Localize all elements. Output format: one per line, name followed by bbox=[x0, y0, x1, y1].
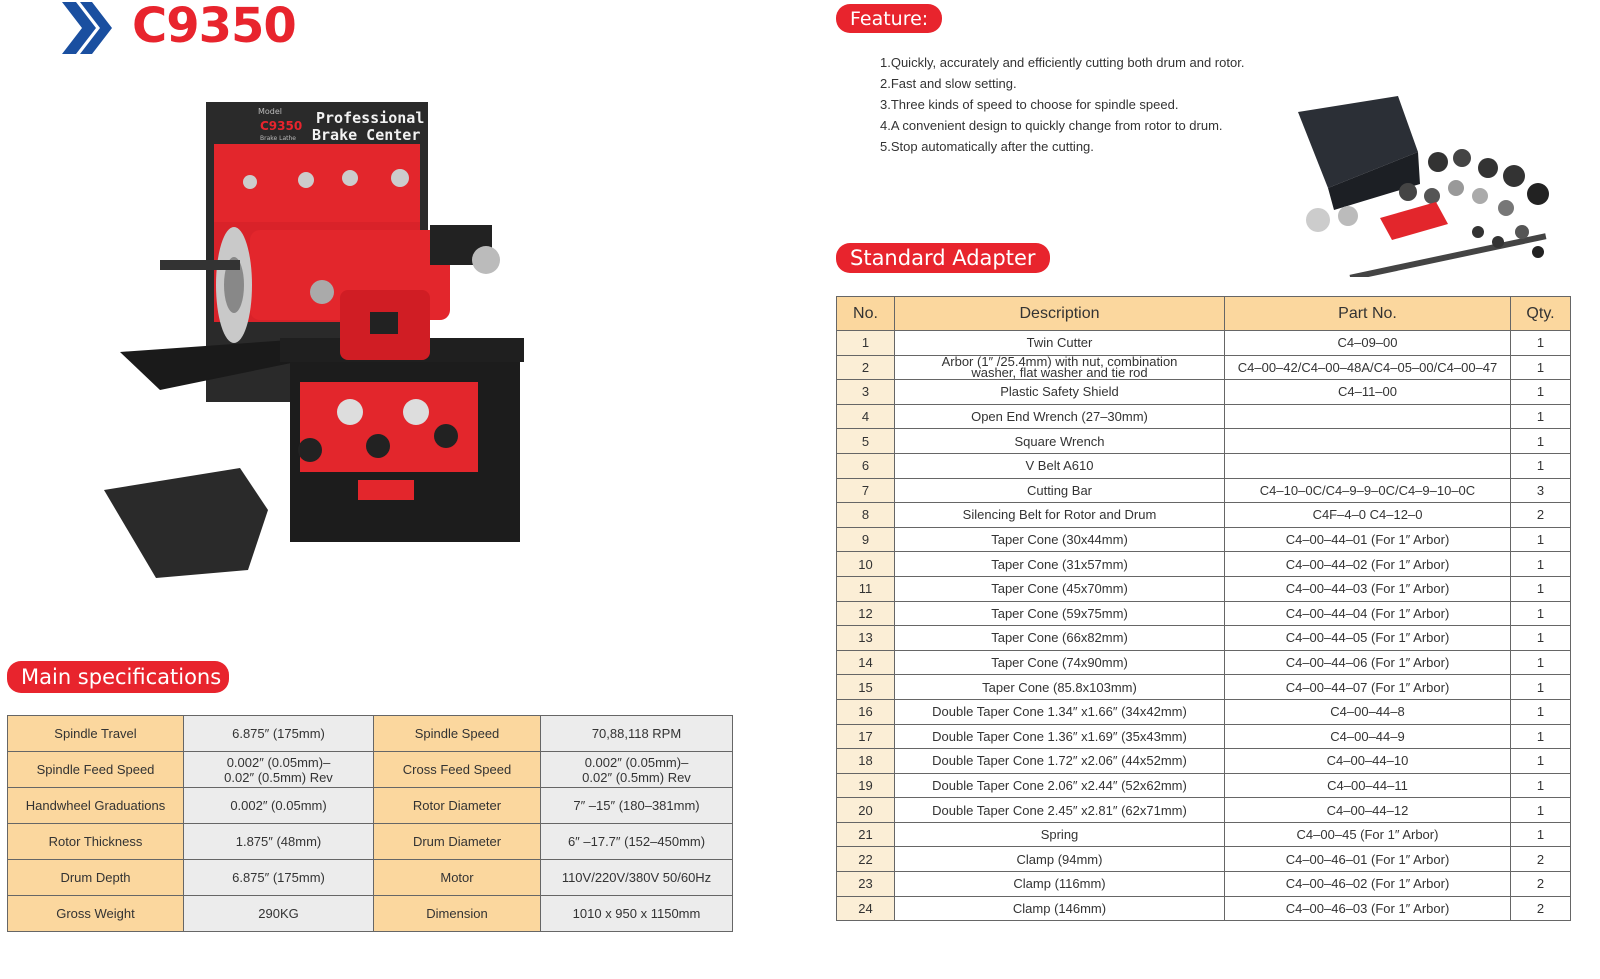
panel-small-1: Model bbox=[258, 107, 283, 116]
col-no-header: No. bbox=[837, 297, 895, 331]
row-part-no: C4–00–44–12 bbox=[1225, 798, 1511, 823]
row-part-no: C4–11–00 bbox=[1225, 380, 1511, 405]
table-row bbox=[837, 601, 1571, 626]
table-header-row bbox=[837, 297, 1571, 331]
row-qty: 1 bbox=[1511, 453, 1571, 478]
row-no: 24 bbox=[837, 896, 895, 921]
spec-label: Cross Feed Speed bbox=[374, 752, 541, 788]
table-row bbox=[837, 552, 1571, 577]
spec-label: Drum Depth bbox=[8, 860, 184, 896]
row-qty: 1 bbox=[1511, 331, 1571, 356]
row-description: Double Taper Cone 1.36″ x1.69″ (35x43mm) bbox=[895, 724, 1225, 749]
row-no: 14 bbox=[837, 650, 895, 675]
spec-value: 0.002″ (0.05mm)– 0.02″ (0.5mm) Rev bbox=[184, 752, 374, 788]
feature-item: 1.Quickly, accurately and efficiently cutting both drum and rotor. bbox=[880, 55, 1245, 70]
spec-value: 0.002″ (0.05mm) bbox=[184, 788, 374, 824]
table-row bbox=[837, 478, 1571, 503]
row-qty: 2 bbox=[1511, 503, 1571, 528]
row-description: Clamp (94mm) bbox=[895, 847, 1225, 872]
row-description: Taper Cone (85.8x103mm) bbox=[895, 675, 1225, 700]
model-title: C9350 bbox=[132, 0, 296, 54]
row-qty: 1 bbox=[1511, 576, 1571, 601]
row-description: Plastic Safety Shield bbox=[895, 380, 1225, 405]
spec-value: 290KG bbox=[184, 896, 374, 932]
table-row bbox=[837, 872, 1571, 897]
row-qty: 1 bbox=[1511, 626, 1571, 651]
spec-label: Handwheel Graduations bbox=[8, 788, 184, 824]
spec-label: Spindle Travel bbox=[8, 716, 184, 752]
spec-label: Spindle Feed Speed bbox=[8, 752, 184, 788]
row-no: 8 bbox=[837, 503, 895, 528]
table-row bbox=[837, 847, 1571, 872]
row-part-no: C4–10–0C/C4–9–9–0C/C4–9–10–0C bbox=[1225, 478, 1511, 503]
panel-title-line1: Professional bbox=[316, 109, 425, 127]
table-row bbox=[837, 626, 1571, 651]
table-row bbox=[837, 699, 1571, 724]
row-part-no: C4–00–46–02 (For 1″ Arbor) bbox=[1225, 872, 1511, 897]
row-part-no: C4–00–45 (For 1″ Arbor) bbox=[1225, 822, 1511, 847]
feature-heading: Feature: bbox=[836, 4, 942, 33]
row-no: 21 bbox=[837, 822, 895, 847]
spec-value: 70,88,118 RPM bbox=[541, 716, 733, 752]
row-no: 15 bbox=[837, 675, 895, 700]
row-qty: 1 bbox=[1511, 404, 1571, 429]
table-row bbox=[837, 576, 1571, 601]
row-part-no: C4–00–44–05 (For 1″ Arbor) bbox=[1225, 626, 1511, 651]
row-part-no: C4–09–00 bbox=[1225, 331, 1511, 356]
spec-value: 1.875″ (48mm) bbox=[184, 824, 374, 860]
spec-label: Rotor Thickness bbox=[8, 824, 184, 860]
table-row bbox=[837, 355, 1571, 380]
table-row bbox=[837, 773, 1571, 798]
row-qty: 1 bbox=[1511, 650, 1571, 675]
row-description: Spring bbox=[895, 822, 1225, 847]
row-part-no: C4–00–44–10 bbox=[1225, 749, 1511, 774]
row-qty: 1 bbox=[1511, 552, 1571, 577]
feature-item: 3.Three kinds of speed to choose for spindle speed. bbox=[880, 97, 1179, 112]
row-qty: 2 bbox=[1511, 872, 1571, 897]
row-no: 7 bbox=[837, 478, 895, 503]
row-qty: 1 bbox=[1511, 798, 1571, 823]
row-description: V Belt A610 bbox=[895, 453, 1225, 478]
table-row bbox=[837, 404, 1571, 429]
table-row bbox=[837, 896, 1571, 921]
table-row bbox=[837, 650, 1571, 675]
col-qty-header: Qty. bbox=[1511, 297, 1571, 331]
row-qty: 2 bbox=[1511, 896, 1571, 921]
table-row bbox=[837, 331, 1571, 356]
row-no: 20 bbox=[837, 798, 895, 823]
row-description: Double Taper Cone 2.06″ x2.44″ (52x62mm) bbox=[895, 773, 1225, 798]
col-part-no-header: Part No. bbox=[1225, 297, 1511, 331]
row-description: Double Taper Cone 1.34″ x1.66″ (34x42mm) bbox=[895, 699, 1225, 724]
row-no: 4 bbox=[837, 404, 895, 429]
spec-value: 1010 x 950 x 1150mm bbox=[541, 896, 733, 932]
feature-item: 5.Stop automatically after the cutting. bbox=[880, 139, 1094, 154]
row-qty: 1 bbox=[1511, 822, 1571, 847]
spec-row bbox=[8, 788, 733, 824]
panel-small-3: Brake Lathe bbox=[260, 135, 296, 142]
table-row bbox=[837, 380, 1571, 405]
feature-list bbox=[880, 52, 1244, 157]
spec-row bbox=[8, 716, 733, 752]
row-no: 17 bbox=[837, 724, 895, 749]
row-no: 5 bbox=[837, 429, 895, 454]
row-description: Taper Cone (31x57mm) bbox=[895, 552, 1225, 577]
main-specifications-heading: Main specifications bbox=[7, 661, 229, 693]
adapter-kit-image bbox=[1288, 92, 1568, 277]
spec-row bbox=[8, 824, 733, 860]
feature-item: 4.A convenient design to quickly change from rotor to drum. bbox=[880, 118, 1223, 133]
standard-adapter-heading: Standard Adapter bbox=[836, 243, 1050, 273]
row-description: Taper Cone (66x82mm) bbox=[895, 626, 1225, 651]
feature-item: 2.Fast and slow setting. bbox=[880, 76, 1017, 91]
spec-label: Motor bbox=[374, 860, 541, 896]
row-no: 10 bbox=[837, 552, 895, 577]
row-part-no: C4–00–44–01 (For 1″ Arbor) bbox=[1225, 527, 1511, 552]
row-part-no: C4–00–44–8 bbox=[1225, 699, 1511, 724]
table-row bbox=[837, 724, 1571, 749]
row-no: 12 bbox=[837, 601, 895, 626]
table-row bbox=[837, 453, 1571, 478]
row-description: Taper Cone (59x75mm) bbox=[895, 601, 1225, 626]
row-qty: 1 bbox=[1511, 749, 1571, 774]
row-part-no: C4–00–44–11 bbox=[1225, 773, 1511, 798]
row-no: 18 bbox=[837, 749, 895, 774]
row-qty: 1 bbox=[1511, 527, 1571, 552]
spec-row bbox=[8, 896, 733, 932]
spec-value: 6.875″ (175mm) bbox=[184, 716, 374, 752]
row-part-no: C4–00–44–04 (For 1″ Arbor) bbox=[1225, 601, 1511, 626]
row-description: Taper Cone (74x90mm) bbox=[895, 650, 1225, 675]
row-part-no bbox=[1225, 404, 1511, 429]
row-no: 13 bbox=[837, 626, 895, 651]
row-part-no: C4–00–44–06 (For 1″ Arbor) bbox=[1225, 650, 1511, 675]
row-no: 3 bbox=[837, 380, 895, 405]
row-description: Double Taper Cone 1.72″ x2.06″ (44x52mm) bbox=[895, 749, 1225, 774]
row-part-no: C4–00–44–02 (For 1″ Arbor) bbox=[1225, 552, 1511, 577]
row-qty: 1 bbox=[1511, 355, 1571, 380]
spec-row bbox=[8, 752, 733, 788]
table-row bbox=[837, 798, 1571, 823]
spec-value: 6.875″ (175mm) bbox=[184, 860, 374, 896]
row-qty: 1 bbox=[1511, 380, 1571, 405]
row-no: 2 bbox=[837, 355, 895, 380]
spec-row bbox=[8, 860, 733, 896]
row-part-no: C4–00–44–9 bbox=[1225, 724, 1511, 749]
row-qty: 1 bbox=[1511, 675, 1571, 700]
spec-value: 7″ –15″ (180–381mm) bbox=[541, 788, 733, 824]
row-description: Twin Cutter bbox=[895, 331, 1225, 356]
table-row bbox=[837, 429, 1571, 454]
row-qty: 1 bbox=[1511, 601, 1571, 626]
brake-lathe-machine-image bbox=[100, 100, 540, 590]
brand-logo-icon bbox=[62, 0, 112, 56]
row-qty: 1 bbox=[1511, 773, 1571, 798]
row-qty: 1 bbox=[1511, 429, 1571, 454]
row-description: Clamp (116mm) bbox=[895, 872, 1225, 897]
row-no: 9 bbox=[837, 527, 895, 552]
table-row bbox=[837, 527, 1571, 552]
row-description: Cutting Bar bbox=[895, 478, 1225, 503]
row-qty: 1 bbox=[1511, 724, 1571, 749]
table-row bbox=[837, 503, 1571, 528]
table-row bbox=[837, 822, 1571, 847]
main-specifications-table bbox=[7, 715, 733, 932]
panel-title-line2: Brake Center bbox=[312, 126, 421, 144]
table-row bbox=[837, 675, 1571, 700]
table-row bbox=[837, 749, 1571, 774]
row-description: Silencing Belt for Rotor and Drum bbox=[895, 503, 1225, 528]
spec-value: 0.002″ (0.05mm)– 0.02″ (0.5mm) Rev bbox=[541, 752, 733, 788]
row-part-no bbox=[1225, 453, 1511, 478]
row-no: 23 bbox=[837, 872, 895, 897]
row-description: Open End Wrench (27–30mm) bbox=[895, 404, 1225, 429]
spec-label: Spindle Speed bbox=[374, 716, 541, 752]
row-part-no: C4–00–44–03 (For 1″ Arbor) bbox=[1225, 576, 1511, 601]
row-part-no: C4F–4–0 C4–12–0 bbox=[1225, 503, 1511, 528]
row-no: 1 bbox=[837, 331, 895, 356]
spec-label: Dimension bbox=[374, 896, 541, 932]
row-part-no: C4–00–46–01 (For 1″ Arbor) bbox=[1225, 847, 1511, 872]
row-part-no: C4–00–46–03 (For 1″ Arbor) bbox=[1225, 896, 1511, 921]
spec-label: Drum Diameter bbox=[374, 824, 541, 860]
standard-adapter-table bbox=[836, 296, 1571, 921]
row-description: Taper Cone (30x44mm) bbox=[895, 527, 1225, 552]
row-description: Clamp (146mm) bbox=[895, 896, 1225, 921]
row-no: 6 bbox=[837, 453, 895, 478]
row-part-no bbox=[1225, 429, 1511, 454]
row-part-no: C4–00–42/C4–00–48A/C4–05–00/C4–00–47 bbox=[1225, 355, 1511, 380]
row-description: Taper Cone (45x70mm) bbox=[895, 576, 1225, 601]
row-qty: 3 bbox=[1511, 478, 1571, 503]
row-no: 22 bbox=[837, 847, 895, 872]
col-description-header: Description bbox=[895, 297, 1225, 331]
spec-value: 110V/220V/380V 50/60Hz bbox=[541, 860, 733, 896]
row-no: 11 bbox=[837, 576, 895, 601]
row-description: Square Wrench bbox=[895, 429, 1225, 454]
spec-value: 6″ –17.7″ (152–450mm) bbox=[541, 824, 733, 860]
row-no: 19 bbox=[837, 773, 895, 798]
row-qty: 2 bbox=[1511, 847, 1571, 872]
row-part-no: C4–00–44–07 (For 1″ Arbor) bbox=[1225, 675, 1511, 700]
panel-small-2: C9350 bbox=[260, 119, 303, 133]
spec-label: Rotor Diameter bbox=[374, 788, 541, 824]
spec-label: Gross Weight bbox=[8, 896, 184, 932]
row-no: 16 bbox=[837, 699, 895, 724]
row-description: Arbor (1″ /25.4mm) with nut, combination washer, flat washer and tie rod bbox=[895, 355, 1225, 380]
row-qty: 1 bbox=[1511, 699, 1571, 724]
row-description: Double Taper Cone 2.45″ x2.81″ (62x71mm) bbox=[895, 798, 1225, 823]
